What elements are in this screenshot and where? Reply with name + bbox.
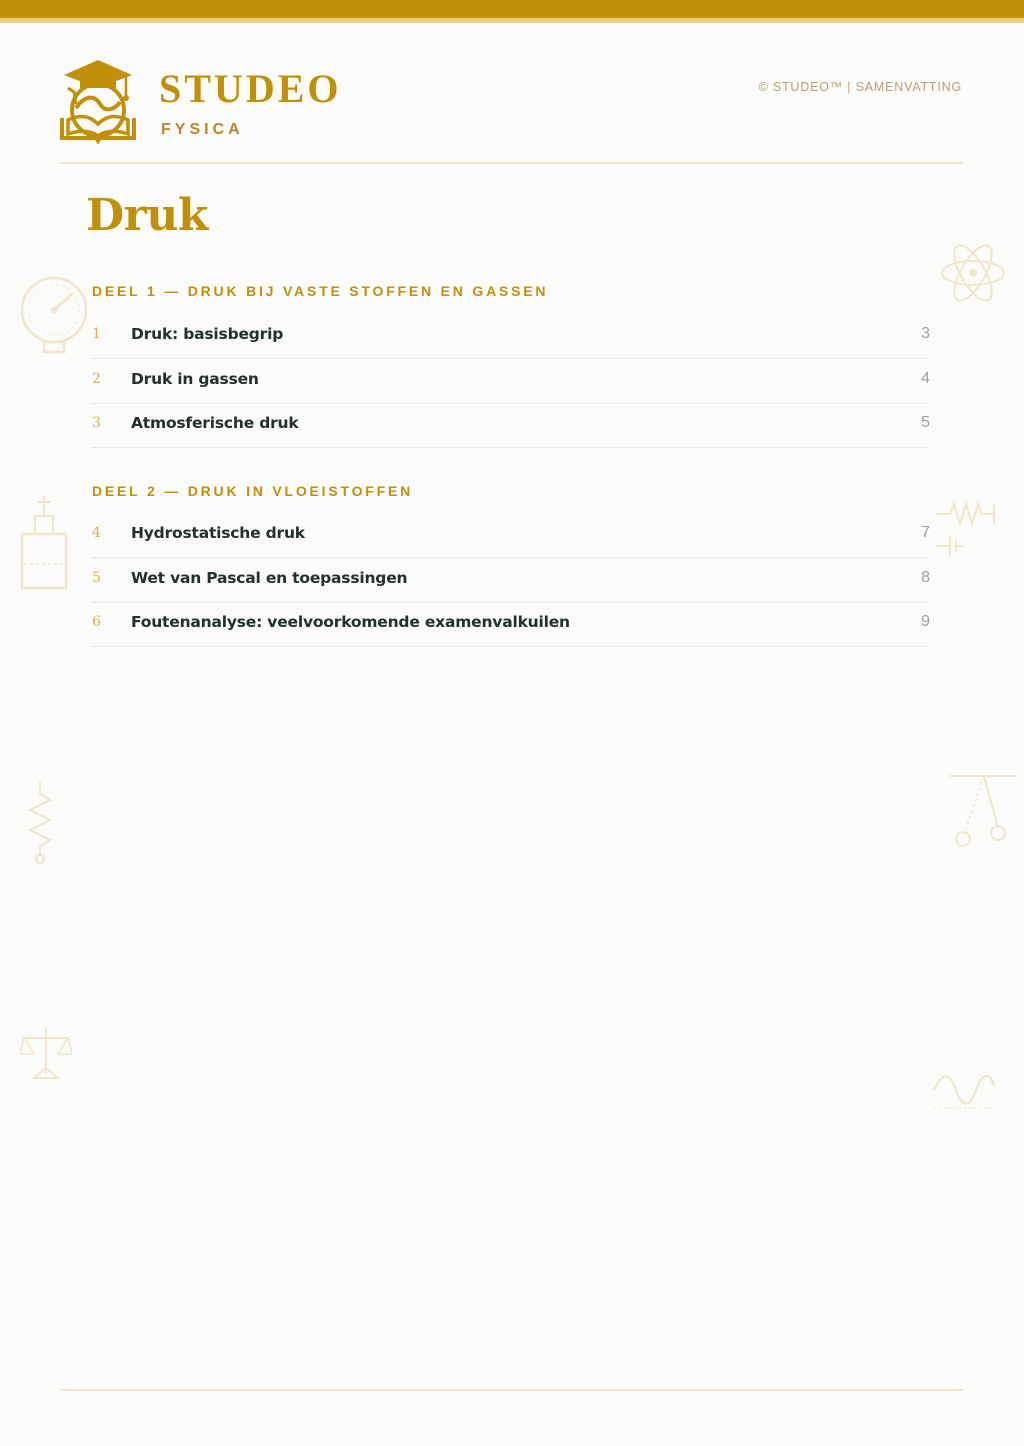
toc-number: 5 — [92, 570, 101, 586]
toc-entry[interactable] — [92, 359, 930, 404]
section-heading: DEEL 2 — DRUK IN VLOEISTOFFEN — [92, 483, 414, 499]
graduation-cap-book-icon — [60, 58, 136, 144]
toc-entry[interactable] — [92, 602, 930, 647]
toc-number: 6 — [92, 614, 101, 630]
toc-page-number: 7 — [921, 524, 930, 541]
toc-page-number: 4 — [921, 370, 930, 387]
copyright-notice: © STUDEO™ | SAMENVATTING — [758, 80, 962, 94]
toc-title: Hydrostatische druk — [131, 524, 305, 542]
pressure-gauge-icon — [18, 276, 92, 356]
toc-entry[interactable] — [92, 314, 930, 359]
brand-name: STUDEO — [159, 66, 342, 111]
footer-divider — [60, 1389, 963, 1391]
syringe-cylinder-icon — [18, 494, 70, 592]
toc-number: 2 — [92, 371, 101, 387]
toc-entry[interactable] — [92, 558, 930, 603]
toc-page-number: 5 — [921, 414, 930, 431]
toc-number: 1 — [92, 326, 101, 342]
toc-title: Foutenanalyse: veelvoorkomende examenvalkuilen — [131, 613, 570, 631]
section-heading: DEEL 1 — DRUK BIJ VASTE STOFFEN EN GASSEN — [92, 283, 549, 299]
toc-title: Druk: basisbegrip — [131, 325, 284, 343]
toc-title: Atmosferische druk — [131, 414, 299, 432]
toc-page-number: 8 — [921, 569, 930, 586]
atom-icon — [938, 240, 1008, 306]
circuit-resistor-capacitor-icon — [934, 498, 1002, 560]
spring-icon — [26, 780, 58, 868]
subject-label: FYSICA — [161, 121, 244, 138]
page-title: Druk — [86, 190, 208, 241]
top-accent-stripe — [0, 18, 1024, 23]
toc-entry[interactable] — [92, 513, 930, 558]
header-divider — [60, 162, 963, 164]
toc-number: 4 — [92, 525, 101, 541]
pendulum-icon — [948, 772, 1018, 852]
sine-wave-icon — [932, 1070, 996, 1114]
top-accent-bar — [0, 0, 1024, 18]
toc-page-number: 9 — [921, 613, 930, 630]
balance-scale-icon — [20, 1026, 72, 1082]
toc-number: 3 — [92, 415, 101, 431]
toc-title: Wet van Pascal en toepassingen — [131, 569, 408, 587]
toc-page-number: 3 — [921, 325, 930, 342]
toc-entry[interactable] — [92, 403, 930, 448]
toc-title: Druk in gassen — [131, 370, 259, 388]
